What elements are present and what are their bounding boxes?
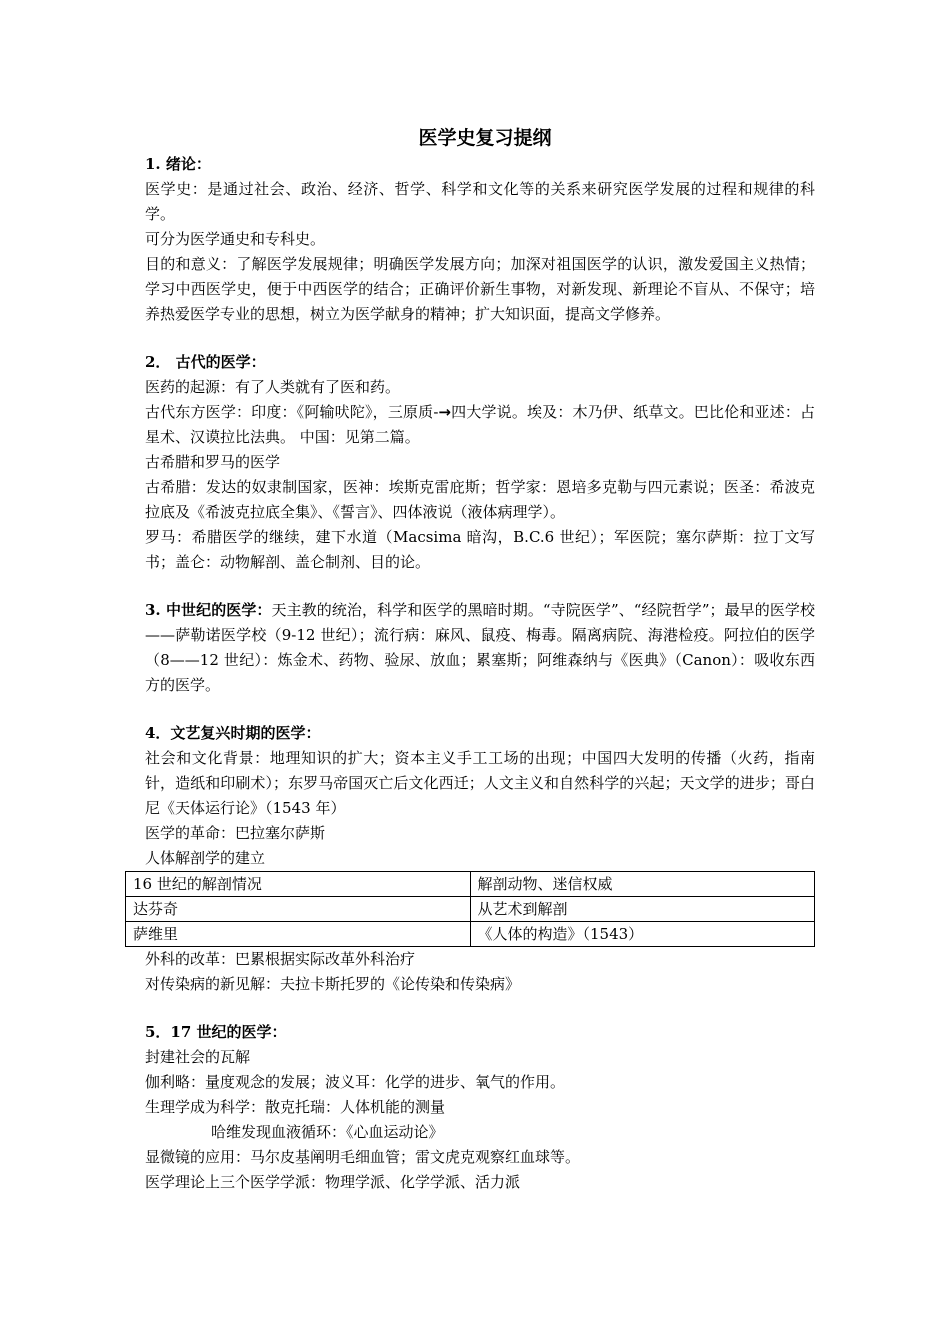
section-3-heading: 3. 中世纪的医学： [145, 601, 272, 619]
right-arrow-icon: → [438, 403, 451, 421]
section-5-galileo: 伽利略：量度观念的发展；波义耳：化学的进步、氧气的作用。 [145, 1073, 566, 1091]
table-cell: 解剖动物、迷信权威 [470, 872, 815, 897]
section-2-heading: 2． 古代的医学： [145, 353, 266, 371]
section-2-greece: 古希腊：发达的奴隶制国家，医神：埃斯克雷庇斯；哲学家：恩培多克勒与四元素说；医圣：希波克拉底及《希波克拉底全集》、《誓言》、四体液说（液体病理学）。 [145, 478, 815, 521]
section-1-definition: 医学史：是通过社会、政治、经济、哲学、科学和文化等的关系来研究医学发展的过程和规律的科学。 [145, 180, 815, 223]
spacer [145, 698, 815, 721]
section-2-greece-rome: 古希腊和罗马的医学 [145, 453, 281, 471]
spacer [145, 327, 815, 350]
section-3-body: 天主教的统治，科学和医学的黑暗时期。“寺院医学”、“经院哲学”；最早的医学校——萨勒诺医学校（9-12 世纪）；流行病：麻风、鼠疫、梅毒。隔离病院、海港检疫。阿拉伯的医学（8——12 世纪）：炼金术、药物、验尿、放血；累塞斯；阿维森纳与《医典》（Canon）：吸收东西方的医学。 [145, 601, 815, 694]
table-cell: 萨维里 [126, 922, 471, 947]
anatomy-table [125, 871, 815, 947]
section-4-infection: 对传染病的新见解：夫拉卡斯托罗的《论传染和传染病》 [145, 975, 521, 993]
spacer [145, 997, 815, 1020]
section-5-feudal: 封建社会的瓦解 [145, 1048, 251, 1066]
spacer [145, 575, 815, 598]
eastern-medicine-text-a: 古代东方医学：印度：《阿输吠陀》，三原质- [145, 403, 439, 421]
eastern-medicine-text-b: 四大学说。埃及：木乃伊、纸草文。巴比伦和亚述：占星术、汉谟拉比法典。 中国：见第二篇。 [145, 403, 815, 446]
section-1-purpose: 目的和意义：了解医学发展规律；明确医学发展方向；加深对祖国医学的认识，激发爱国主义热情；学习中西医学史，便于中西医学的结合；正确评价新生事物，对新发现、新理论不盲从、不保守；培养热爱医学专业的思想，树立为医学献身的精神；扩大知识面，提高文学修养。 [145, 255, 815, 323]
section-2-rome: 罗马：希腊医学的继续，建下水道（Macsima 暗沟，B.C.6 世纪）；军医院；塞尔萨斯：拉丁文写书；盖仑：动物解剖、盖仑制剂、目的论。 [145, 528, 815, 571]
section-5-physiology: 生理学成为科学：散克托瑞：人体机能的测量 [145, 1098, 446, 1116]
section-4-background: 社会和文化背景：地理知识的扩大；资本主义手工工场的出现；中国四大发明的传播（火药，指南针，造纸和印刷术）；东罗马帝国灭亡后文化西迁；人文主义和自然科学的兴起；天文学的进步；哥白尼《天体运行论》（1543 年） [145, 749, 815, 817]
section-4-anatomy: 人体解剖学的建立 [145, 849, 266, 867]
section-1-division: 可分为医学通史和专科史。 [145, 230, 326, 248]
section-4-surgery: 外科的改革：巴累根据实际改革外科治疗 [145, 950, 416, 968]
section-5-schools: 医学理论上三个医学学派：物理学派、化学学派、活力派 [145, 1173, 521, 1191]
document-page [133, 124, 815, 1195]
page-title: 医学史复习提纲 [418, 127, 552, 149]
section-2-eastern-medicine [145, 400, 815, 450]
section-4-revolution: 医学的革命：巴拉塞尔萨斯 [145, 824, 326, 842]
section-5-microscope: 显微镜的应用：马尔皮基阐明毛细血管；雷文虎克观察红血球等。 [145, 1148, 581, 1166]
table-row [126, 872, 815, 897]
table-cell: 《人体的构造》（1543） [470, 922, 815, 947]
table-row [126, 897, 815, 922]
table-row [126, 922, 815, 947]
section-2-origin: 医药的起源：有了人类就有了医和药。 [145, 378, 401, 396]
section-5-heading: 5．17 世纪的医学： [145, 1023, 287, 1041]
table-cell: 16 世纪的解剖情况 [126, 872, 471, 897]
section-3-paragraph [145, 598, 815, 698]
table-cell: 从艺术到解剖 [470, 897, 815, 922]
section-4-heading: 4．文艺复兴时期的医学： [145, 724, 321, 742]
section-1-heading: 1. 绪论： [145, 155, 211, 173]
section-5-harvey: 哈维发现血液循环：《心血运动论》 [211, 1123, 444, 1141]
table-cell: 达芬奇 [126, 897, 471, 922]
